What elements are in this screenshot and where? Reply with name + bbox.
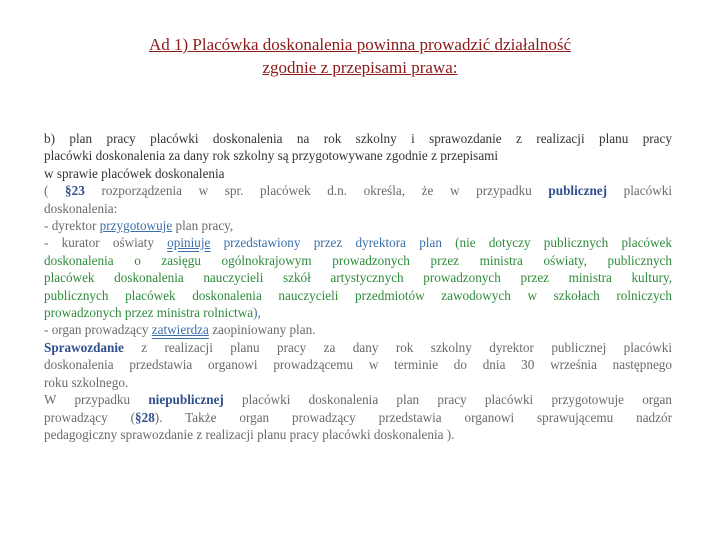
text-fragment: plan pracy,	[172, 218, 234, 234]
text-line	[44, 182, 672, 199]
emphasis-text: publicznej	[548, 183, 608, 199]
text-line: placówki doskonalenia za dany rok szkolny są przygotowywane zgodnie z przepisami	[44, 148, 499, 164]
text-line	[44, 304, 672, 321]
text-fragment: (	[44, 183, 66, 199]
emphasis-text: Sprawozdanie	[44, 339, 124, 355]
text-fragment: prowadzonych przez ministra rolnictwa	[44, 305, 254, 321]
title-line-1: Ad 1) Placówka doskonalenia powinna prowadzić działalność	[148, 35, 572, 54]
text-fragment: - organ prowadzący	[44, 322, 152, 338]
text-line: doskonalenia o zasięgu ogólnokrajowym prowadzonych przez ministra oświaty, publicznych	[44, 252, 672, 268]
paragraph-ref: §28	[135, 409, 155, 425]
text-fragment: - kurator oświaty	[44, 235, 168, 251]
text-fragment: W przypadku	[44, 392, 149, 408]
text-line: doskonalenia:	[44, 200, 118, 216]
text-line: pedagogiczny sprawozdanie z realizacji planu pracy placówki doskonalenia ).	[44, 426, 455, 442]
emphasis-text: niepublicznej	[148, 392, 224, 408]
text-fragment: rozporządzenia w spr. placówek d.n. określa, że w przypadku	[84, 183, 549, 199]
underlined-term: opiniuje	[167, 235, 211, 251]
text-line: roku szkolnego.	[44, 374, 129, 390]
text-fragment: placówki	[607, 183, 672, 199]
text-fragment: ),	[253, 305, 261, 321]
text-fragment: placówki doskonalenia plan pracy placówki przygotowuje organ	[223, 392, 672, 408]
text-line: publicznych placówek doskonalenia nauczycieli przedmiotów zawodowych w szkołach rolniczych	[44, 287, 672, 303]
text-fragment: - dyrektor	[44, 218, 100, 234]
text-line	[44, 234, 672, 251]
underlined-term: zatwierdza	[151, 322, 209, 338]
text-fragment: (nie dotyczy publicznych placówek	[455, 235, 672, 251]
slide-title	[60, 33, 660, 79]
text-fragment: z realizacji planu pracy za dany rok szkolny dyrektor publicznej placówki	[123, 339, 672, 355]
underlined-term: przygotowuje	[99, 218, 173, 234]
text-line	[44, 391, 672, 408]
text-line	[44, 339, 672, 356]
text-fragment: zaopiniowany plan.	[208, 322, 316, 338]
text-line	[44, 217, 672, 234]
text-fragment: prowadzący (	[44, 409, 136, 425]
text-line: b) plan pracy placówki doskonalenia na rok szkolny i sprawozdanie z realizacji planu pracy	[44, 131, 672, 146]
text-line: doskonalenia przedstawia organowi prowadzącemu w terminie do dnia 30 września następnego	[44, 357, 672, 373]
text-line: placówek doskonalenia nauczycieli szkół artystycznych prowadzonych przez ministra kultury,	[44, 270, 672, 286]
text-line	[44, 409, 672, 426]
text-fragment: przedstawiony przez dyrektora plan	[210, 235, 456, 251]
title-line-2: zgodnie z przepisami prawa:	[262, 58, 458, 77]
paragraph-ref: §23	[65, 183, 85, 199]
text-line: w sprawie placówek doskonalenia	[44, 165, 225, 181]
text-line	[44, 321, 672, 338]
body-text	[44, 130, 672, 443]
text-fragment: ). Także organ prowadzący przedstawia organowi sprawującemu nadzór	[154, 409, 672, 425]
